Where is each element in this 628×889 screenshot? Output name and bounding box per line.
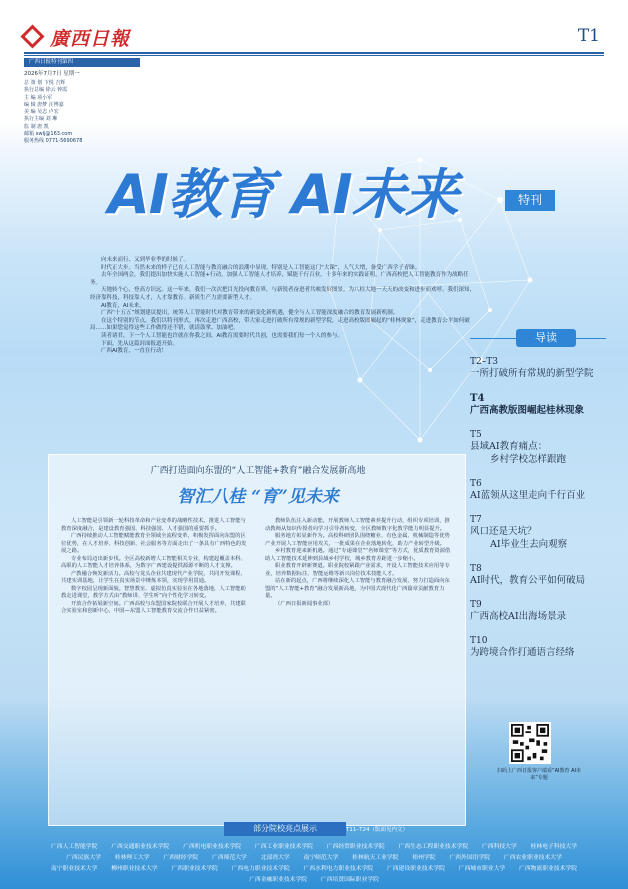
article-paragraph: 专业布局迈出新步伐。全区高校新增人工智能相关专业，构建起覆盖本科、高职的人工智能人才培养体系，为数字广西建设提供源源不断的人才支撑。 [61,555,246,569]
toc-page-number: T2–T3 [470,357,498,367]
toc-item[interactable] [470,479,610,502]
credit-line: 邮箱 xwlj@163.com [24,131,73,138]
toc-page-number: T4 [470,393,485,404]
publication-date: 2026年7月7日 星期一 [24,71,80,77]
school-name: 广西科技大学 [481,844,517,850]
toc-item-title: AI时代，教育公平如何破局 [470,575,586,586]
intro-paragraph: 时代正大步。当然未来的样子已在人工智能与教育融合的浪潮中显现。特别是人工智能这门“大课”，人气大增，备受广西学子青睐。 [101,264,421,271]
school-name: 柳州职业技术大学 [111,866,158,872]
school-name: 广西职业技术学院 [171,866,218,872]
school-name: 广西农业职业技术大学 [503,855,562,861]
article-paragraph: 服务地方彰显新作为。高校科研团队围绕糖业、有色金属、机械制造等优势产业开展人工智能应用攻关，一批成果在企业落地转化，助力产业转型升级。 [265,533,450,547]
school-name: 广西金融职业技术学院 [249,877,308,883]
logo-mark-icon [20,24,44,48]
toc-item-title: 县域AI教育痛点： 乡村学校怎样跟跑 [470,441,567,465]
toc-item-title: 一所打破所有常规的新型学院 [470,368,594,379]
intro-paragraph: 下面，先从这篇封面报道开始。 [101,340,179,347]
toc-item[interactable] [470,393,610,417]
school-name: 广西机电职业技术学院 [183,844,242,850]
school-name: 桂林电子科技大学 [530,844,577,850]
school-name: 广西物流职业技术学院 [519,866,577,872]
article-paragraph: 数字校园呈现新面貌。智慧教室、虚拟仿真实验室在各地落地，人工智能助教走进课堂，教学方式由“教师讲、学生听”向个性化学习转变。 [61,585,246,599]
intro-paragraph: 向未来而行、又到毕业季的时候了。 [101,257,190,263]
school-name: 广西生态工程职业技术学院 [398,844,469,850]
newspaper-logo: 廣西日報 [50,28,131,50]
article-paragraph: 人工智能是引领新一轮科技革命和产业变革的战略性技术。推进人工智能与教育深度融合，是建设教育强国、科技强国、人才强国的重要抓手。 [61,518,246,532]
feature-title: AI教育 AI未来 [108,163,458,226]
credit-line: 编 辑 唐梦 汪博嘉 [24,101,64,108]
toc-rule-right [576,338,606,339]
toc-item[interactable] [470,430,610,466]
toc-item-title: 风口还是天坑？ AI毕业生去向观察 [470,526,568,550]
toc-item[interactable] [470,564,610,587]
intro-paragraph: AI教育，AI未来。 [101,302,145,309]
article-kicker: 广西打造面向东盟的“人工智能+教育”融合发展新高地 [150,466,366,476]
toc-page-number: T9 [470,600,482,610]
toc-page-number: T7 [470,515,482,525]
credit-line: 执行主编 刘 琳 [24,116,58,123]
toc-item[interactable] [470,357,610,380]
campus-section-note: T11–T24（版面见内文） [346,827,408,833]
credit-line: 服务热线 0771-5690678 [24,138,83,145]
school-name: 广西经贸职业技术学院 [326,844,385,850]
school-name: 广西培贤国际职业学院 [320,877,379,883]
article-paragraph: 站在新的起点，广西将继续深化人工智能与教育融合发展，努力打造面向东盟的“人工智能+教育”融合发展新高地，为中国式现代化广西篇章贡献教育力量。 [265,578,450,599]
school-name: 广西民族大学 [66,855,101,861]
school-name: 广西财经学院 [163,855,199,861]
article-column-left [61,518,251,616]
toc-item[interactable] [470,600,610,623]
toc-item-title: AI蓝领从这里走向千行百业 [470,490,586,501]
article-paragraph: 产教融合焕发新活力。高校与龙头企业共建现代产业学院，共同开发课程、共建实训基地，让学生在真实场景中锤炼本领，实现学用贯通。 [61,570,246,584]
toc-item-title: 广西高教版图崛起桂林现象 [470,405,585,416]
qr-caption: 扫码上广西日报客户端看“AI教育 AI未来”专题 [497,768,581,781]
toc-page-number: T10 [470,636,488,646]
intro-paragraph: 天地转个心，登高方识远。这一年来，我们一次次把目光投向教育界，与新锐者奋进者共映发展图景。为八桂大地一天天的改变和进步而欢呼。我们深知，经济靠科技，科技靠人才，人才靠教育。新质生产力需要新型人才。 [90,287,476,301]
school-name: 广西工业职业技术学院 [254,844,313,850]
school-name: 南宁师范大学 [303,855,339,861]
toc-page-number: T5 [470,430,482,440]
intro-text [90,257,478,356]
credits-block [24,80,154,146]
toc-item[interactable] [470,636,610,659]
qr-code[interactable] [509,722,551,764]
school-list [40,842,588,886]
toc-page-number: T6 [470,479,482,489]
intro-paragraph: 在这个特别的节点，我们以特刊形式，再次走进广西高校，带大家走进打破所有常规的新型学院，走进高校版图崛起的“桂林现象”，走进教育公平如何破局……如果您觉得这些工作做得还不错，就请鼓掌、加油吧。 [90,317,470,332]
masthead [24,24,134,50]
article-paragraph: （广西日报新闻事业部） [275,600,334,607]
school-name: 桂林航天工业学院 [352,855,399,861]
intro-paragraph: 广西AI教育，一直在行动！ [101,348,167,355]
toc-item-title: 广西高校AI出海场景录 [470,611,567,622]
feature-article-panel [48,454,466,826]
school-name: 广西外国语学院 [449,855,491,861]
school-name: 广西人工智能学院 [51,844,98,850]
toc-item-title: 为跨境合作打通语言经络 [470,647,575,658]
school-name: 广西交通职业技术学院 [111,844,170,850]
toc-header: 导读 [516,329,576,347]
article-column-right [265,518,455,608]
qr-code-icon [511,724,549,762]
credit-line: 监 制 唐 凯 [24,123,49,130]
page-number: T1 [577,26,600,46]
credit-line: 主 编 项小军 [24,94,53,101]
school-name: 广西建设职业技术学院 [386,866,445,872]
school-name: 梧州学院 [412,855,436,861]
school-name: 广西城市职业大学 [458,866,506,872]
article-paragraph: 开放合作拓展新空间。广西高校与东盟国家院校联合开展人才培养，共建联合实验室和创新中心，中国—东盟人工智能教育交流合作日益紧密。 [61,600,246,614]
school-name: 南宁职业技术大学 [51,866,98,872]
special-edition-tag: 特刊 [505,190,555,211]
article-paragraph: 教师队伍注入新动能。开展教师人工智能素养提升行动，组织专项培训，推动教师从知识传授者向学习引导者转变，全区教师数字化教学能力明显提升。 [265,518,450,532]
intro-paragraph: 广西“十五五”规划建议提出，统筹人工智能时代对教育带来的新变化新机遇，健全与人工智能深度融合的教育发展新机制。 [101,310,399,317]
school-name: 广西电力职业技术学院 [231,866,290,872]
table-of-contents [470,357,610,672]
article-headline: 智汇八桂 “育”见未来 [177,487,339,507]
toc-page-number: T8 [470,564,482,574]
issue-label: 广西日报特刊第四 [24,58,140,67]
toc-rule-left [470,338,516,339]
school-name: 广西水利电力职业技术学院 [303,866,374,872]
toc-item[interactable] [470,515,610,551]
credit-line: 总 策 划 卞悦 吉辉 [24,80,66,86]
intro-paragraph: 读者诸君，下一个人工智能也许就在你我之间。AI教育需要时代共创，也需要我们每一个人的参与。 [101,332,343,339]
school-name: 广西师范大学 [212,855,247,861]
credit-line: 执行总编 徐云 钟霞 [24,87,68,94]
school-name: 北部湾大学 [260,855,290,861]
credit-line: 美 编 吴志 卢宏 [24,109,59,116]
header-rule-thin [24,55,604,56]
school-name: 桂林理工大学 [114,855,150,861]
article-paragraph: 职业教育开辟新赛道。职业院校紧跟产业需求，开设人工智能技术应用等专业，培养数据标注、智能运维等新兴岗位技术技能人才。 [265,563,450,577]
header-rule [24,52,604,54]
article-paragraph: 乡村教育迎来新机遇。通过“专递课堂”“名师课堂”等方式，优质教育资源借助人工智能技术延伸到县域乡村学校，城乡教育差距进一步缩小。 [265,548,451,562]
intro-paragraph: 去年全国两会，我们提出加快实施人工智能+行动，加强人工智能人才培养，赋能千行百业。十多年来的实践证明，广西高校把人工智能教育作为战略任务。 [90,272,469,286]
campus-section-title: 部分院校亮点展示 [224,822,346,836]
article-paragraph: 广西持续推动人工智能赋能教育全领域全流程变革，积极发挥面向东盟的区位优势，在人才培养、科技创新、社会服务等方面走出了一条具有广西特色的发展之路。 [61,533,247,554]
